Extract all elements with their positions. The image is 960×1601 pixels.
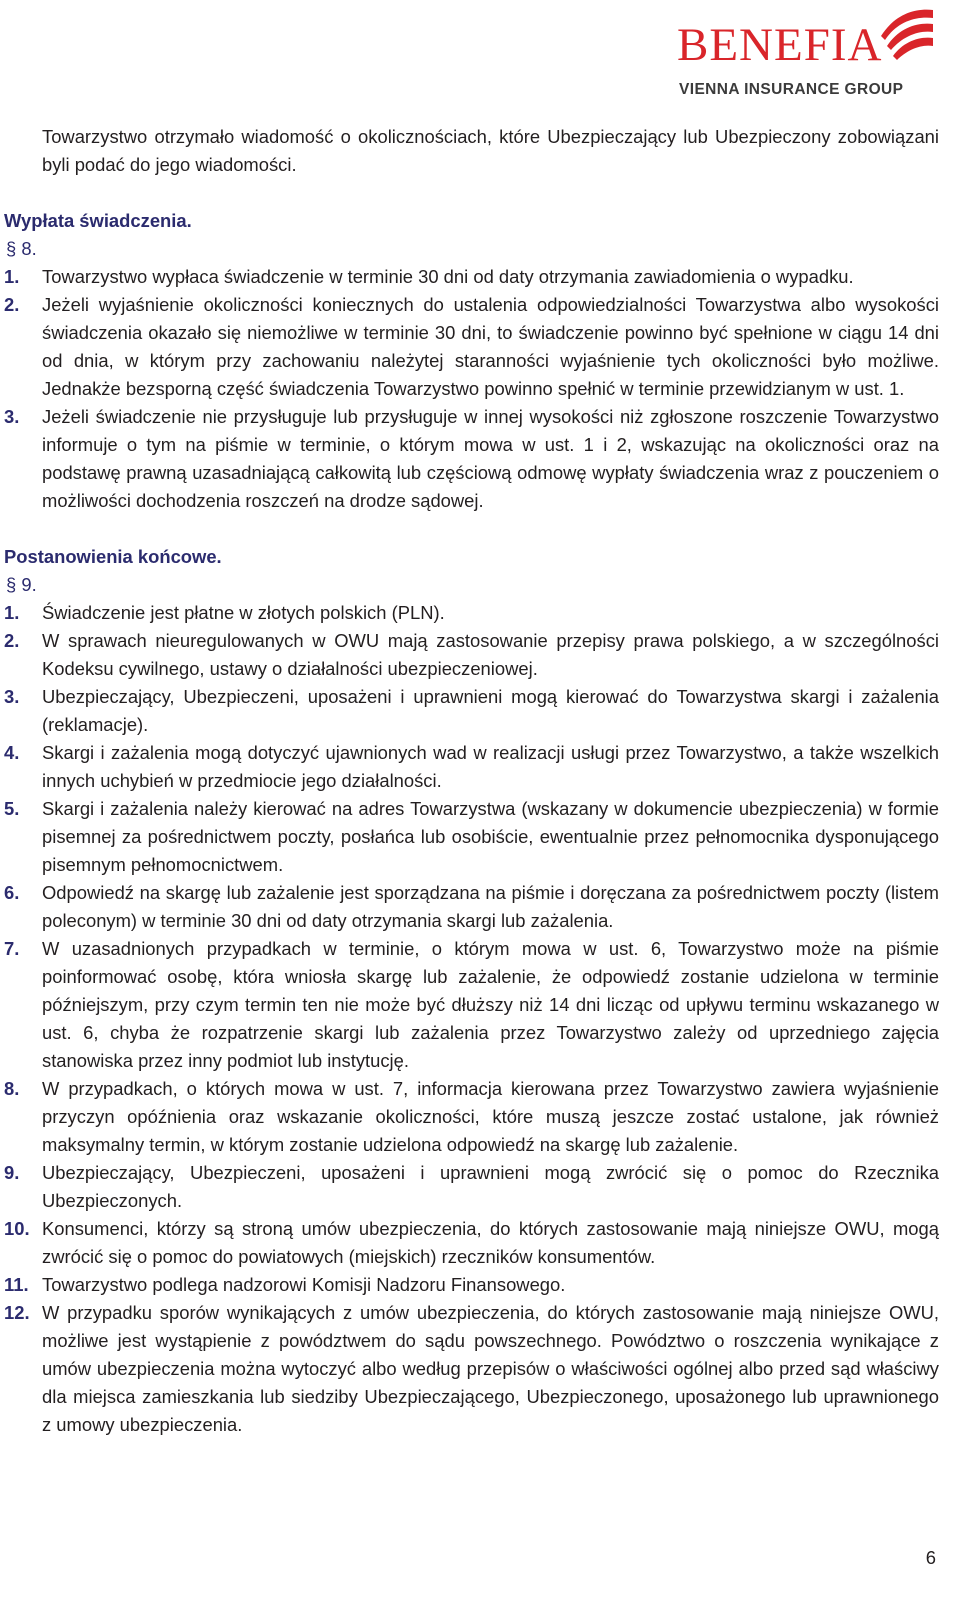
list-item: [4, 935, 939, 1075]
list-item: [4, 291, 939, 403]
list-item: [4, 683, 939, 739]
item-number: 1.: [4, 266, 20, 287]
logo-wordmark: BENEFIA: [677, 19, 883, 71]
item-text: Skargi i zażalenia należy kierować na adres Towarzystwa (wskazany w dokumencie ubezpieczenia) w formie pisemnej za pośrednictwem poczty, posłańca lub osobiście, ewentualnie przez pełnomocnika dysponującego pisemnym pełnomocnictwem.: [42, 798, 939, 875]
item-number: 4.: [4, 742, 20, 763]
page-number: 6: [925, 1547, 936, 1568]
item-number: 5.: [4, 798, 20, 819]
section-9-heading: Postanowienia końcowe.: [4, 546, 222, 567]
benefia-logo: [673, 4, 939, 100]
list-item: [4, 1215, 939, 1271]
item-number: 2.: [4, 630, 20, 651]
item-text: Odpowiedź na skargę lub zażalenie jest sporządzana na piśmie i doręczana za pośrednictwem poczty (listem poleconym) w terminie 30 dni od daty otrzymania skargi lub zażalenia.: [42, 882, 939, 931]
list-item: [4, 795, 939, 879]
item-text: W przypadkach, o których mowa w ust. 7, informacja kierowana przez Towarzystwo zawiera wyjaśnienie przyczyn opóźnienia oraz wskazanie okoliczności, które muszą jeszcze zostać ustalone, jak również maksymalny termin, w którym zostanie udzielona odpowiedź na skargę lub zażalenie.: [42, 1078, 939, 1155]
item-number: 12.: [4, 1302, 30, 1323]
intro-paragraph: Towarzystwo otrzymało wiadomość o okolicznościach, które Ubezpieczający lub Ubezpieczony zobowiązani byli podać do jego wiadomości.: [42, 126, 939, 175]
section-8-heading: Wypłata świadczenia.: [4, 210, 192, 231]
item-number: 3.: [4, 406, 20, 427]
document-page: [0, 123, 960, 1439]
item-text: W przypadku sporów wynikających z umów ubezpieczenia, do których zastosowanie mają niniejsze OWU, możliwe jest wystąpienie z powództwem do sądu powszechnego. Powództwo o roszczenia wynikające z umów ubezpieczenia można wytoczyć albo według przepisów o właściwości ogólnej albo przed sąd właściwy dla miejsca zamieszkania lub siedziby Ubezpieczającego, Ubezpieczonego, uposażonego lub uprawnionego z umowy ubezpieczenia.: [42, 1302, 939, 1435]
item-text: Świadczenie jest płatne w złotych polskich (PLN).: [42, 602, 445, 623]
section-8-mark: § 8.: [6, 238, 37, 259]
item-text: W uzasadnionych przypadkach w terminie, o którym mowa w ust. 6, Towarzystwo może na piśmie poinformować osobę, która wniosła skargę lub zażalenie, że odpowiedź zostanie udzielona w terminie późniejszym, przy czym termin ten nie może być dłuższy niż 14 dni licząc od upływu terminu wskazanego w ust. 6, chyba że rozpatrzenie skargi lub zażalenia przez Towarzystwo zależy od uprzedniego zajęcia stanowiska przez inny podmiot lub instytucję.: [42, 938, 939, 1071]
list-item: [4, 1159, 939, 1215]
item-text: W sprawach nieuregulowanych w OWU mają zastosowanie przepisy prawa polskiego, a w szczególności Kodeksu cywilnego, ustawy o działalności ubezpieczeniowej.: [42, 630, 939, 679]
item-text: Towarzystwo wypłaca świadczenie w terminie 30 dni od daty otrzymania zawiadomienia o wypadku.: [42, 266, 854, 287]
item-number: 9.: [4, 1162, 20, 1183]
item-text: Ubezpieczający, Ubezpieczeni, uposażeni i uprawnieni mogą zwrócić się o pomoc do Rzecznika Ubezpieczonych.: [42, 1162, 939, 1211]
list-item: [4, 263, 939, 291]
logo-stripes-icon: [875, 6, 935, 68]
list-item: [4, 403, 939, 515]
item-number: 10.: [4, 1218, 30, 1239]
list-item: [4, 1299, 939, 1439]
list-item: [4, 739, 939, 795]
section-9-mark: § 9.: [6, 574, 37, 595]
list-item: [4, 599, 939, 627]
item-number: 11.: [4, 1274, 29, 1295]
item-text: Konsumenci, którzy są stroną umów ubezpieczenia, do których zastosowanie mają niniejsze OWU, mogą zwrócić się o pomoc do powiatowych (miejskich) rzeczników konsumentów.: [42, 1218, 939, 1267]
item-text: Ubezpieczający, Ubezpieczeni, uposażeni i uprawnieni mogą kierować do Towarzystwa skargi i zażalenia (reklamacje).: [42, 686, 939, 735]
item-text: Jeżeli świadczenie nie przysługuje lub przysługuje w innej wysokości niż zgłoszone roszczenie Towarzystwo informuje o tym na piśmie w terminie, o którym mowa w ust. 1 i 2, wskazując na okoliczności oraz na podstawę prawną uzasadniającą całkowitą lub częściową odmowę wypłaty świadczenia wraz z pouczeniem o możliwości dochodzenia roszczeń na drodze sądowej.: [42, 406, 939, 511]
item-number: 3.: [4, 686, 20, 707]
list-item: [4, 627, 939, 683]
item-text: Jeżeli wyjaśnienie okoliczności koniecznych do ustalenia odpowiedzialności Towarzystwa albo wysokości świadczenia okazało się niemożliwe w terminie 30 dni, to świadczenie powinno być spełnione w ciągu 14 dni od dnia, w którym przy zachowaniu należytej staranności wyjaśnienie tych okoliczności było możliwe. Jednakże bezsporną część świadczenia Towarzystwo powinno spełnić w terminie przewidzianym w ust. 1.: [42, 294, 939, 399]
item-text: Skargi i zażalenia mogą dotyczyć ujawnionych wad w realizacji usługi przez Towarzystwo, a także wszelkich innych uchybień w przedmiocie jego działalności.: [42, 742, 939, 791]
item-text: Towarzystwo podlega nadzorowi Komisji Nadzoru Finansowego.: [42, 1274, 566, 1295]
list-item: [4, 1075, 939, 1159]
item-number: 7.: [4, 938, 20, 959]
list-item: [4, 879, 939, 935]
list-item: [4, 1271, 939, 1299]
item-number: 2.: [4, 294, 20, 315]
item-number: 1.: [4, 602, 20, 623]
item-number: 8.: [4, 1078, 20, 1099]
item-number: 6.: [4, 882, 20, 903]
logo-tagline: VIENNA INSURANCE GROUP: [679, 81, 904, 98]
